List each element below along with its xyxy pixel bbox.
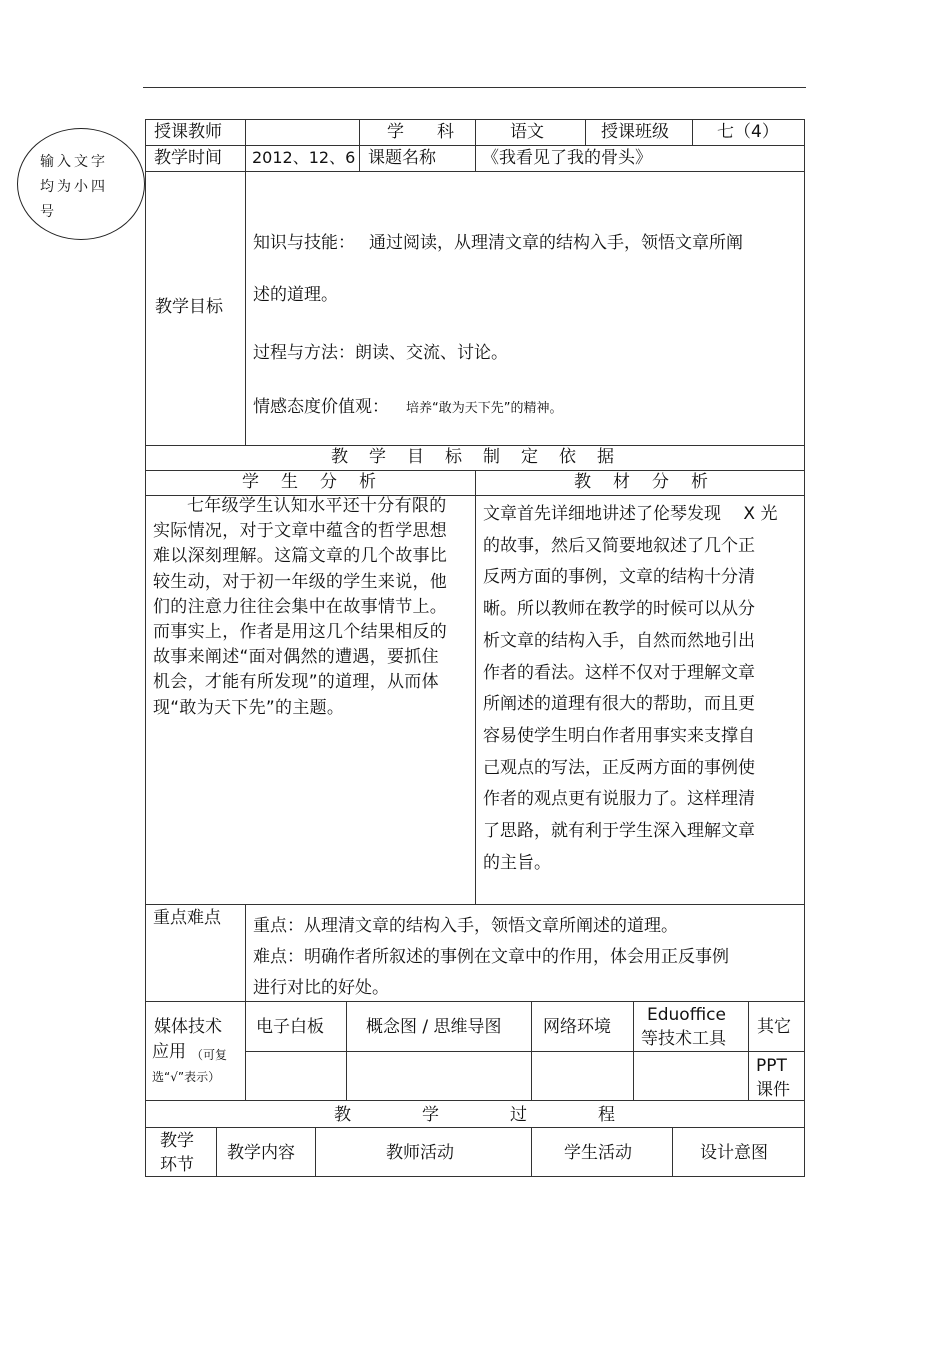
process-student-activity: 学生活动 [564, 1143, 632, 1163]
material-line: 作者的看法。这样不仅对于理解文章 [483, 662, 755, 683]
process-text: 朗读、交流、讨论。 [355, 343, 508, 363]
media-note-1: （可复 [191, 1048, 228, 1062]
material-line: 反两方面的事例，文章的结构十分清 [483, 567, 755, 588]
media-concept-map: 概念图 / 思维导图 [366, 1017, 502, 1037]
cell-media-whiteboard-check [245, 1051, 347, 1101]
basis-title: 教学目标制定依据 [331, 447, 635, 467]
time-value: 2012、12、6 [252, 148, 356, 167]
subject-label: 学 科 [387, 122, 462, 142]
knowledge-text: 通过阅读，从理清文章的结构入手，领悟文章所阐 [369, 233, 743, 253]
process-stage-1: 教学 [160, 1131, 194, 1151]
process-stage-2: 环节 [160, 1155, 194, 1175]
note-text: 输入文字均为小四号 [40, 154, 108, 220]
key-point: 重点：从理清文章的结构入手，领悟文章所阐述的道理。 [253, 916, 678, 936]
material-line: 文章首先详细地讲述了伦琴发现 X 光 [483, 504, 778, 524]
cell-media-eduoffice-check [633, 1051, 749, 1101]
class-value: 七（4） [717, 122, 779, 142]
material-line: 容易使学生明白作者用事实来支撑自 [483, 725, 755, 746]
cell-media-concept-check [346, 1051, 532, 1101]
media-eduoffice-2: 等技术工具 [641, 1029, 726, 1049]
subject-value: 语文 [510, 122, 544, 142]
topic-label: 课题名称 [368, 148, 436, 168]
material-line: 所阐述的道理有很大的帮助，而且更 [483, 694, 755, 715]
media-other: 其它 [757, 1017, 791, 1037]
emotion-text: 培养“敢为天下先”的精神。 [406, 401, 563, 416]
knowledge-label: 知识与技能： [253, 233, 355, 253]
material-line: 的故事，然后又简要地叙述了几个正 [483, 535, 755, 556]
topic-value: 《我看见了我的骨头》 [482, 148, 652, 168]
media-network: 网络环境 [543, 1017, 611, 1037]
hard-point-2: 进行对比的好处。 [253, 978, 389, 998]
media-note-2: 选“√”表示） [152, 1070, 221, 1084]
media-other-value-2: 课件 [756, 1080, 790, 1100]
process-design-intent: 设计意图 [700, 1143, 768, 1163]
hard-point-1: 难点：明确作者所叙述的事例在文章中的作用，体会用正反事例 [253, 947, 729, 967]
objectives-label: 教学目标 [155, 297, 223, 317]
cell-media-network-check [531, 1051, 634, 1101]
material-line: 了思路，就有利于学生深入理解文章 [483, 821, 755, 841]
time-label: 教学时间 [154, 148, 222, 168]
knowledge-text-2: 述的道理。 [253, 285, 338, 305]
material-line: 晰。所以教师在教学的时候可以从分 [483, 599, 755, 620]
student-analysis-text: 七年级学生认知水平还十分有限的实际情况，对于文章中蕴含的哲学思想难以深刻理解。这篇文章的几个故事比较生动，对于初一年级的学生来说，他们的注意力往往会集中在故事情节上。而事实上，作者是用这几个结果相反的故事来阐述“面对偶然的遭遇，要抓住机会，才能有所发现”的道理，从而体现“敢为天下先”的主题。 [153, 496, 448, 718]
class-label: 授课班级 [601, 122, 669, 142]
media-whiteboard: 电子白板 [256, 1017, 324, 1037]
material-line: 析文章的结构入手，自然而然地引出 [483, 630, 755, 651]
process-content: 教学内容 [227, 1143, 295, 1163]
process-label: 过程与方法： [253, 343, 355, 363]
material-line: 己观点的写法，正反两方面的事例使 [483, 757, 755, 778]
media-eduoffice-1: Eduoffice [647, 1005, 726, 1025]
process-teacher-activity: 教师活动 [386, 1143, 454, 1163]
material-line: 作者的观点更有说服力了。这样理清 [483, 789, 755, 810]
material-analysis-title: 教材分析 [574, 472, 730, 492]
material-line: 的主旨。 [483, 852, 551, 873]
media-other-value-1: PPT [756, 1056, 787, 1076]
emotion-label: 情感态度价值观： [253, 397, 389, 417]
cell-teacher-value [245, 119, 360, 146]
media-label-2: 应用 [152, 1042, 186, 1062]
header-rule [143, 87, 806, 88]
difficulty-label: 重点难点 [153, 908, 221, 928]
process-title: 教学过程 [334, 1105, 686, 1125]
student-analysis-title: 学生分析 [242, 472, 398, 492]
media-label-1: 媒体技术 [154, 1017, 222, 1037]
teacher-label: 授课教师 [154, 122, 222, 142]
